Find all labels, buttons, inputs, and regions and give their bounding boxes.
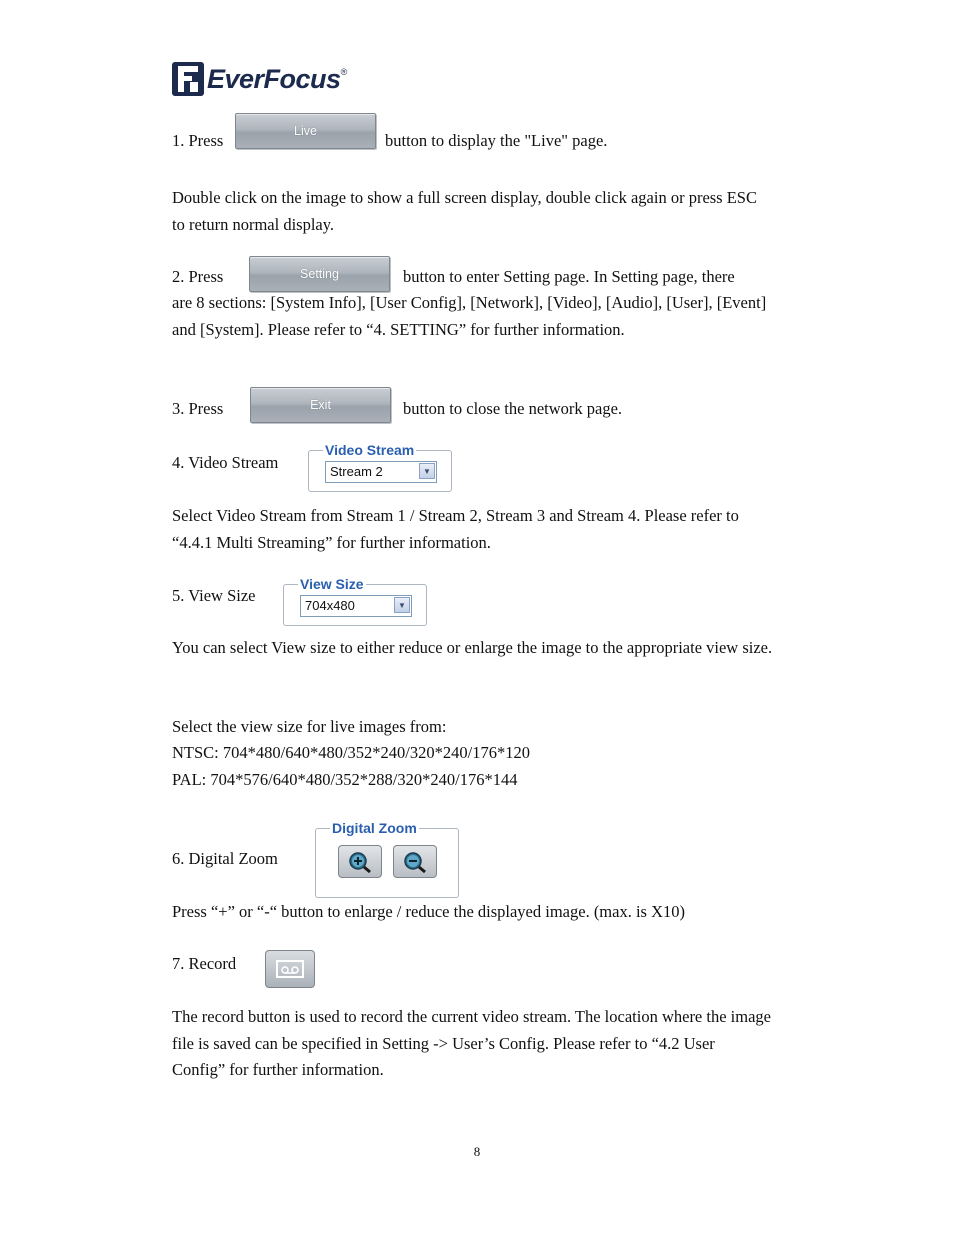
item3-description: button to close the network page.: [403, 399, 623, 418]
zoom-out-button[interactable]: [393, 845, 437, 878]
video-stream-paragraph: Select Video Stream from Stream 1 / Stream 2, Stream 3 and Stream 4. Please refer to “4.4.1 Multi Streaming” for further information.: [172, 506, 739, 552]
video-stream-group: [308, 442, 452, 492]
item1-press-text: 1. Press: [172, 131, 224, 150]
double-click-paragraph: Double click on the image to show a full screen display, double click again or press ESC to return normal display.: [172, 188, 757, 234]
digital-zoom-paragraph: Press “+” or “-“ button to enlarge / reduce the displayed image. (max. is X10): [172, 902, 686, 921]
live-button[interactable]: Live: [235, 113, 376, 149]
page-number: 8: [473, 1144, 481, 1159]
item2-sections-paragraph: are 8 sections: [System Info], [User Config], [Network], [Video], [Audio], [User], [Event] and [System]. Please refer to “4. SETTING” for further information.: [172, 293, 767, 339]
record-paragraph: The record button is used to record the current video stream. The location where the image file is saved can be specified in Setting -> User’s Config. Please refer to “4.2 User Config” for further information.: [172, 1007, 771, 1079]
video-stream-select[interactable]: [325, 461, 437, 483]
video-stream-value: Stream 2: [330, 464, 383, 479]
digital-zoom-group: [315, 820, 459, 898]
cassette-tape-icon: [275, 958, 305, 980]
view-size-legend: View Size: [300, 576, 364, 592]
digital-zoom-label: 6. Digital Zoom: [172, 849, 278, 868]
setting-button[interactable]: Setting: [249, 256, 390, 292]
logo-wordmark: EverFocus: [207, 63, 341, 94]
view-size-group: [283, 576, 427, 626]
view-size-ntsc: NTSC: 704*480/640*480/352*240/320*240/176*120: [172, 743, 530, 762]
zoom-in-icon: [347, 850, 373, 874]
digital-zoom-legend: Digital Zoom: [332, 820, 417, 836]
chevron-down-icon: ▼: [394, 597, 410, 613]
view-size-select[interactable]: [300, 595, 412, 617]
item2-press-text: 2. Press: [172, 267, 224, 286]
everfocus-logo-icon: [172, 62, 204, 96]
view-size-paragraph: You can select View size to either reduce or enlarge the image to the appropriate view size.: [172, 638, 773, 657]
item3-press-text: 3. Press: [172, 399, 224, 418]
item1-description: button to display the "Live" page.: [385, 131, 608, 150]
item2-description: button to enter Setting page. In Setting page, there: [403, 267, 735, 286]
chevron-down-icon: ▼: [419, 463, 435, 479]
exit-button[interactable]: Exit: [250, 387, 391, 423]
logo-registered-mark: ®: [340, 67, 348, 77]
view-size-intro: Select the view size for live images from:: [172, 717, 447, 736]
video-stream-legend: Video Stream: [325, 442, 415, 458]
zoom-in-button[interactable]: [338, 845, 382, 878]
record-label: 7. Record: [172, 954, 237, 973]
video-stream-label: 4. Video Stream: [172, 453, 279, 472]
view-size-label: 5. View Size: [172, 586, 256, 605]
zoom-out-icon: [402, 850, 428, 874]
everfocus-logo: [172, 61, 347, 97]
view-size-pal: PAL: 704*576/640*480/352*288/320*240/176*144: [172, 770, 518, 789]
view-size-value: 704x480: [305, 598, 355, 613]
record-button[interactable]: [265, 950, 315, 988]
